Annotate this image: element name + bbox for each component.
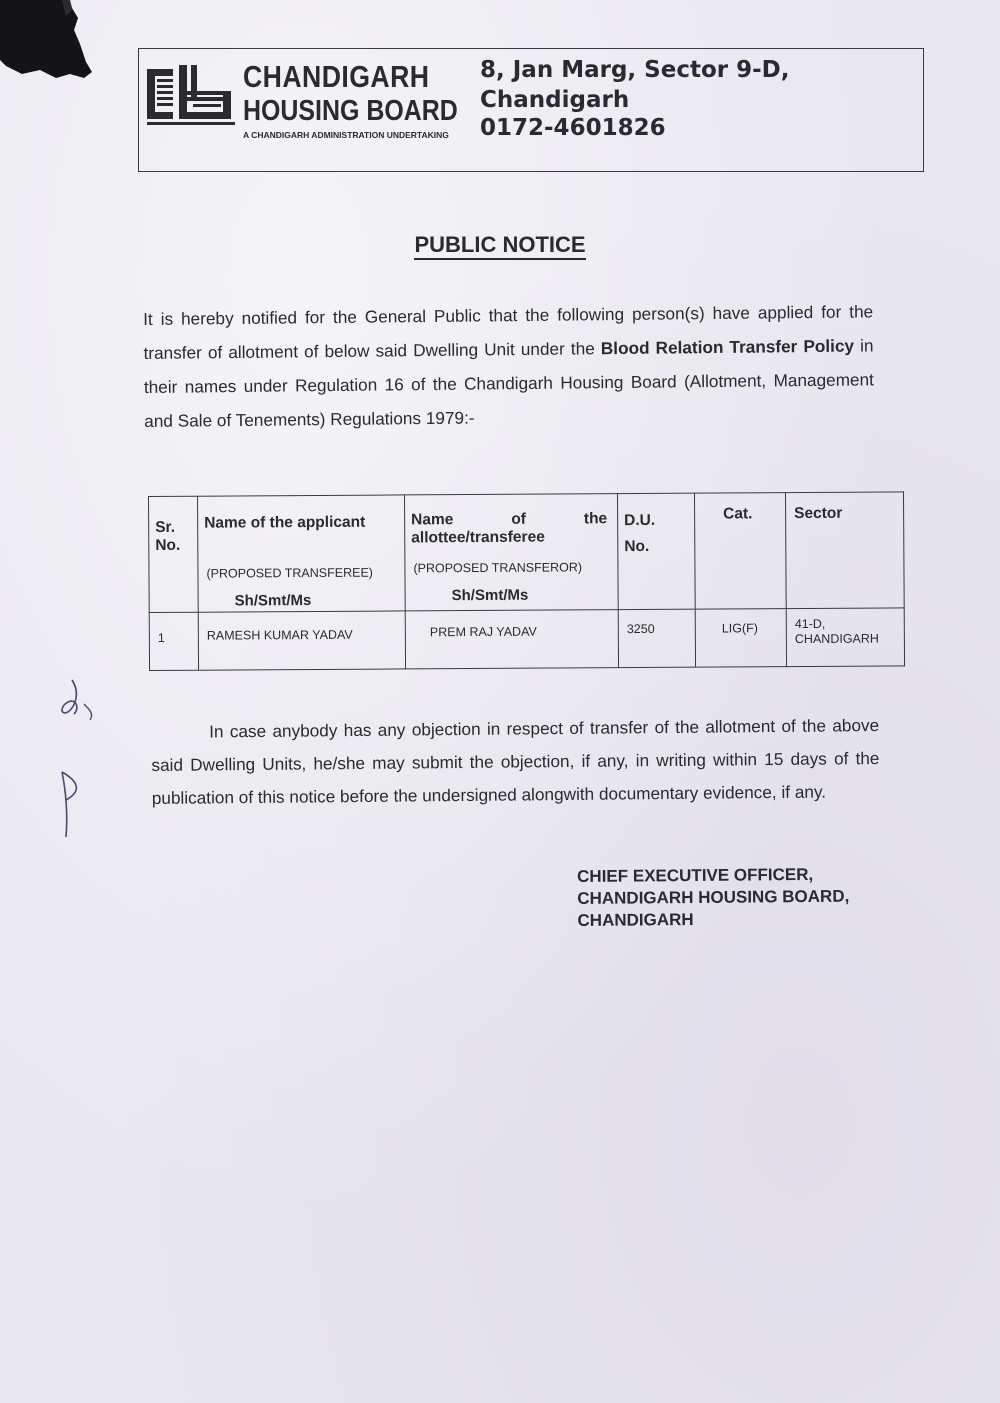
header-allottee-sub: (PROPOSED TRANSFEROR) bbox=[413, 560, 583, 576]
signatory-block bbox=[577, 864, 850, 932]
row-sector bbox=[786, 608, 904, 667]
row-applicant bbox=[198, 611, 405, 670]
intro-text-1: It is hereby notified for the General Public that the following person(s) have applied for the transfer of allotment of below said Dwelling Unit under the bbox=[143, 301, 874, 363]
header-du-no-text: D.U. No. bbox=[624, 511, 656, 556]
row-sr-no bbox=[149, 612, 198, 670]
handwritten-initials bbox=[50, 672, 110, 842]
address-line1: 8, Jan Marg, Sector 9-D, bbox=[480, 57, 790, 83]
header-allottee-line2: allottee/transferee bbox=[411, 528, 545, 547]
header-allottee bbox=[404, 494, 618, 611]
row-allottee bbox=[405, 610, 618, 669]
row-sr-no-text: 1 bbox=[157, 630, 165, 645]
signatory-line1: CHIEF EXECUTIVE OFFICER, bbox=[577, 864, 814, 886]
header-cat-text: Cat. bbox=[723, 505, 753, 523]
header-du-no bbox=[617, 493, 695, 609]
address-line2: Chandigarh bbox=[480, 87, 630, 113]
row-cat bbox=[695, 609, 786, 668]
notice-title-text: PUBLIC NOTICE bbox=[414, 232, 585, 260]
objection-paragraph bbox=[151, 709, 880, 815]
header-applicant-text: Name of the applicant bbox=[204, 513, 366, 532]
header-allottee-word3: the bbox=[583, 510, 608, 528]
objection-text: In case anybody has any objection in respect of transfer of the allotment of the above said Dwelling Units, he/she may submit the objection, if any, in writing within 15 days of the publication of this notice before the undersigned alongwith documentary evidence, if any. bbox=[151, 715, 880, 808]
header-allottee-word2: of bbox=[511, 510, 526, 528]
signatory-line2: CHANDIGARH HOUSING BOARD, bbox=[577, 886, 850, 908]
header-allottee-honorific: Sh/Smt/Ms bbox=[451, 586, 529, 605]
table-row bbox=[149, 608, 904, 671]
header-sector bbox=[785, 492, 904, 609]
intro-bold-policy: Blood Relation Transfer Policy bbox=[600, 335, 855, 359]
signatory-line3: CHANDIGARH bbox=[577, 909, 694, 930]
header-sr-no-text: Sr. No. bbox=[155, 518, 181, 554]
header-applicant bbox=[198, 495, 406, 612]
header-sr-no bbox=[149, 496, 199, 612]
header-allottee-word1: Name bbox=[411, 511, 454, 529]
header-applicant-honorific: Sh/Smt/Ms bbox=[234, 592, 312, 610]
intro-text-2: in their names under Regulation 16 of the Chandigarh Housing Board (Allotment, Management and Sale of Tenements) Regulations 1979:- bbox=[143, 335, 874, 431]
header-cat bbox=[694, 493, 786, 610]
phone-number: 0172-4601826 bbox=[480, 115, 666, 141]
row-sector-text: 41-D, CHANDIGARH bbox=[794, 616, 879, 647]
notice-title bbox=[0, 232, 1000, 258]
row-cat-text: LIG(F) bbox=[721, 621, 758, 636]
chb-logo-icon bbox=[147, 65, 235, 127]
row-du-no bbox=[618, 609, 695, 667]
org-name-line1: CHANDIGARH bbox=[243, 59, 430, 94]
transfer-table bbox=[148, 491, 905, 671]
row-du-no-text: 3250 bbox=[626, 621, 655, 637]
torn-corner-mark bbox=[0, 0, 95, 80]
intro-paragraph bbox=[143, 294, 874, 438]
header-sector-text: Sector bbox=[794, 504, 843, 523]
org-tagline: A CHANDIGARH ADMINISTRATION UNDERTAKING bbox=[243, 130, 449, 140]
letterhead-box bbox=[138, 48, 924, 172]
table-header-row bbox=[149, 492, 905, 613]
row-allottee-text: PREM RAJ YADAV bbox=[429, 624, 537, 640]
org-name-line2: HOUSING BOARD bbox=[243, 95, 458, 127]
row-applicant-text: RAMESH KUMAR YADAV bbox=[206, 627, 353, 643]
header-applicant-sub: (PROPOSED TRANSFEREE) bbox=[206, 565, 373, 581]
